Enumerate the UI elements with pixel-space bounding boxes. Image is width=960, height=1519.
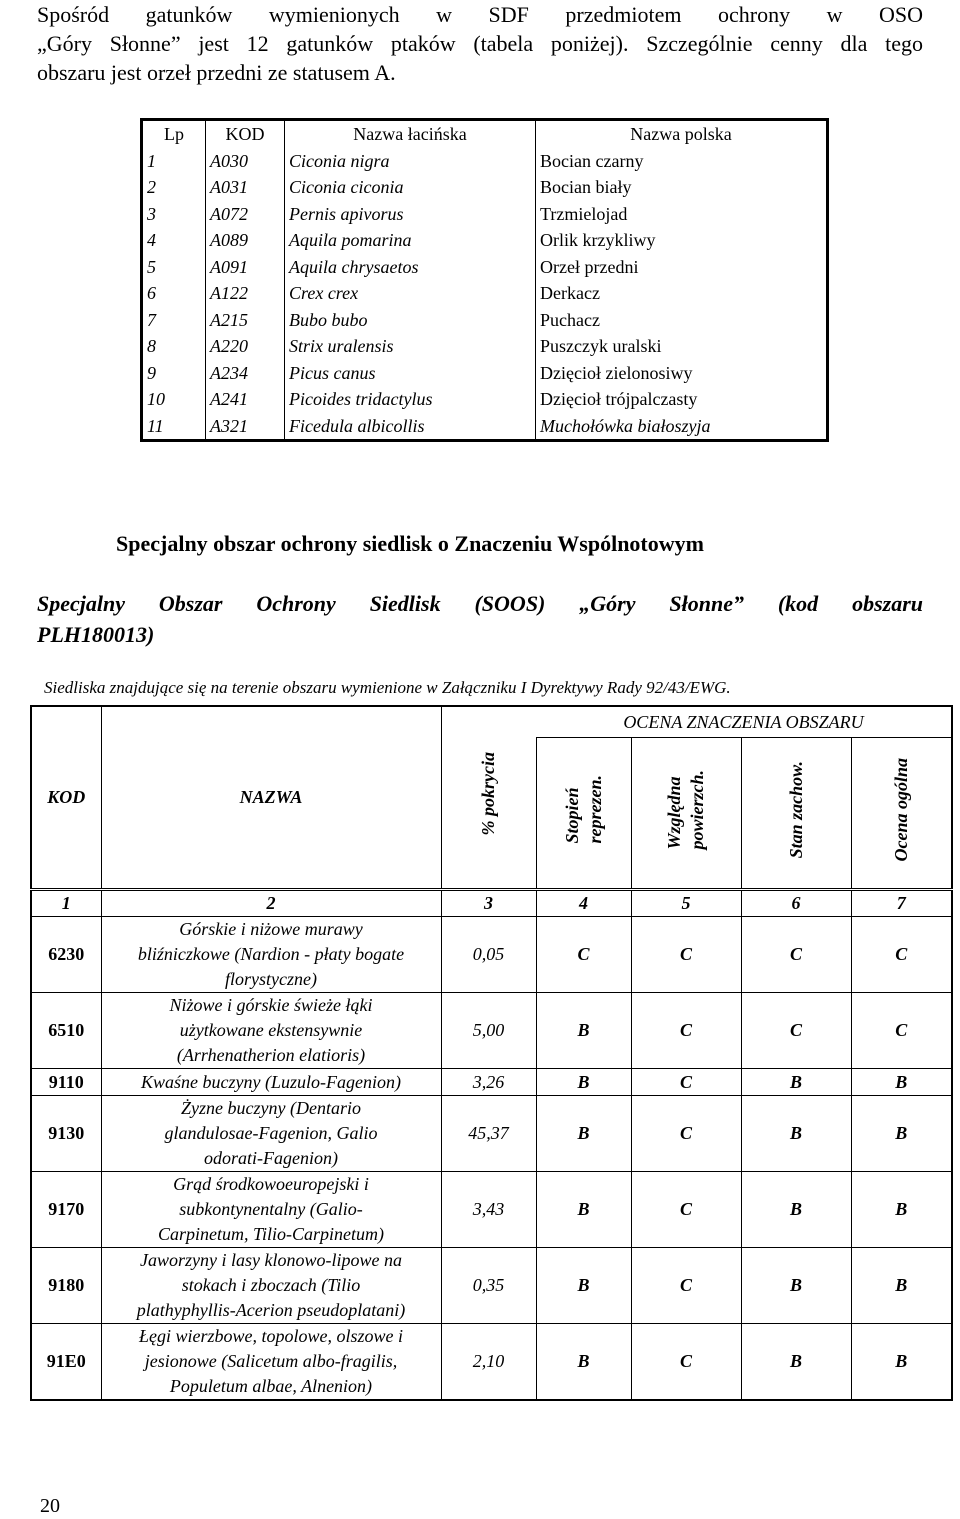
habitat-coverage: 5,00 (441, 993, 536, 1069)
bird-code: A321 (206, 413, 285, 441)
bird-row (142, 254, 828, 281)
habitat-name-line: Żyzne buczyny (Dentario (181, 1098, 361, 1118)
bird-polish-name: Bocian czarny (536, 148, 828, 175)
habitat-coverage: 0,05 (441, 917, 536, 993)
header-ocena-ogolna (851, 738, 952, 890)
column-number: 4 (536, 890, 631, 917)
intro-paragraph (37, 0, 923, 87)
bird-code: A234 (206, 360, 285, 387)
habitat-row (31, 1172, 952, 1248)
bird-code: A031 (206, 174, 285, 201)
habitat-name-line: Carpinetum, Tilio-Carpinetum) (157, 1224, 384, 1244)
bird-latin-name: Ciconia nigra (285, 148, 536, 175)
column-number: 3 (441, 890, 536, 917)
bird-code: A072 (206, 201, 285, 228)
grade-overall: B (851, 1324, 952, 1401)
header-stopien (536, 738, 631, 890)
habitat-code: 6510 (31, 993, 101, 1069)
birds-table (140, 118, 829, 442)
bird-row (142, 333, 828, 360)
bird-polish-name: Bocian biały (536, 174, 828, 201)
bird-latin-name: Aquila pomarina (285, 227, 536, 254)
grade-representativity: C (536, 917, 631, 993)
grade-overall: C (851, 993, 952, 1069)
bird-latin-name: Bubo bubo (285, 307, 536, 334)
bird-lp: 10 (147, 389, 165, 410)
habitats-note: Siedliska znajdujące się na terenie obszaru wymienione w Załączniku I Dyrektywy Rady 92/43/EWG. (44, 678, 731, 697)
grade-conservation: B (741, 1324, 851, 1401)
bird-row (142, 307, 828, 334)
bird-latin-name: Aquila chrysaetos (285, 254, 536, 281)
section-title: Specjalny obszar ochrony siedlisk o Znaczeniu Wspólnotowym (116, 531, 704, 556)
habitat-name-line: Niżowe i górskie świeże łąki (169, 995, 373, 1015)
header-stopien-line-2: reprezen. (584, 775, 605, 844)
habitat-name-line: subkontynentalny (Galio- (179, 1199, 363, 1219)
bird-lp: 1 (147, 150, 156, 171)
grade-representativity: B (536, 1172, 631, 1248)
habitat-row (31, 993, 952, 1069)
bird-polish-name: Orzeł przedni (536, 254, 828, 281)
header-stan-label: Stan zachow. (785, 760, 806, 859)
grade-conservation: B (741, 1248, 851, 1324)
habitat-code: 9170 (31, 1172, 101, 1248)
habitat-coverage: 3,26 (441, 1069, 536, 1096)
bird-row (142, 148, 828, 175)
intro-line-1: Spośród gatunków wymienionych w SDF przedmiotem ochrony w OSO (37, 2, 923, 27)
bird-latin-name: Ciconia ciconia (285, 174, 536, 201)
habitat-name-line: bliźniczkowe (Nardion - płaty bogate (137, 944, 405, 964)
bird-latin-name: Strix uralensis (285, 333, 536, 360)
grade-conservation: B (741, 1172, 851, 1248)
bird-code: A030 (206, 148, 285, 175)
habitat-name-line: stokach i zboczach (Tilio (181, 1275, 361, 1295)
habitat-name-line: glandulosae-Fagenion, Galio (164, 1123, 378, 1143)
habitat-name-line: Górskie i niżowe murawy (179, 919, 363, 939)
habitat-code: 9130 (31, 1096, 101, 1172)
bird-polish-name: Dzięcioł trójpalczasty (536, 386, 828, 413)
bird-lp: 9 (147, 362, 156, 383)
grade-relative-area: C (631, 917, 741, 993)
bird-code: A091 (206, 254, 285, 281)
bird-latin-name: Pernis apivorus (285, 201, 536, 228)
column-number: 1 (31, 890, 101, 917)
column-number: 7 (851, 890, 952, 917)
habitat-row (31, 1248, 952, 1324)
header-pokrycie (441, 706, 536, 890)
habitat-name-line: jesionowe (Salicetum albo-fragilis, (144, 1351, 398, 1371)
habitat-name-line: Grąd środkowoeuropejski i (173, 1174, 369, 1194)
intro-line-3: obszaru jest orzeł przedni ze statusem A. (37, 60, 396, 85)
header-stan (741, 738, 851, 890)
grade-representativity: B (536, 1248, 631, 1324)
habitat-row (31, 917, 952, 993)
intro-line-2: „Góry Słonne” jest 12 gatunków ptaków (tabela poniżej). Szczególnie cenny dla tego (37, 31, 923, 56)
habitat-name-line: odorati-Fagenion) (204, 1148, 338, 1168)
habitat-header-row-1 (31, 706, 952, 738)
bird-polish-name: Puszczyk uralski (536, 333, 828, 360)
bird-lp: 11 (147, 415, 164, 436)
bird-row (142, 280, 828, 307)
habitat-coverage: 0,35 (441, 1248, 536, 1324)
column-number: 5 (631, 890, 741, 917)
bird-latin-name: Picoides tridactylus (285, 386, 536, 413)
bird-row (142, 413, 828, 441)
grade-conservation: C (741, 917, 851, 993)
bird-latin-name: Ficedula albicollis (285, 413, 536, 441)
header-wzgledna-line-2: powierzch. (687, 769, 707, 850)
header-polish-name: Nazwa polska (536, 120, 828, 148)
habitat-code: 9180 (31, 1248, 101, 1324)
bird-polish-name: Dzięcioł zielonosiwy (536, 360, 828, 387)
habitat-row (31, 1324, 952, 1401)
grade-overall: B (851, 1069, 952, 1096)
habitat-name-line: użytkowane ekstensywnie (179, 1020, 363, 1040)
header-ocena-znaczenia: OCENA ZNACZENIA OBSZARU (623, 711, 864, 732)
habitat-name (101, 1096, 441, 1172)
header-lp: Lp (164, 124, 184, 145)
habitat-code: 6230 (31, 917, 101, 993)
header-wzgledna-label (663, 770, 709, 850)
grade-relative-area: C (631, 1172, 741, 1248)
habitat-name (101, 1069, 441, 1096)
bird-code: A089 (206, 227, 285, 254)
column-number: 2 (101, 890, 441, 917)
bird-latin-name: Picus canus (285, 360, 536, 387)
birds-table-header-row (142, 120, 828, 148)
bird-row (142, 174, 828, 201)
bird-code: A241 (206, 386, 285, 413)
habitat-code: 9110 (31, 1069, 101, 1096)
habitat-name (101, 1248, 441, 1324)
bird-code: A215 (206, 307, 285, 334)
habitat-row (31, 1096, 952, 1172)
bird-lp: 4 (147, 230, 156, 251)
bird-lp: 7 (147, 309, 156, 330)
habitat-table (30, 705, 953, 1401)
habitat-name-line: Populetum albae, Alnenion) (169, 1376, 373, 1396)
site-title (37, 588, 923, 650)
site-title-line-2: PLH180013) (37, 622, 155, 647)
grade-overall: B (851, 1248, 952, 1324)
bird-polish-name: Trzmielojad (536, 201, 828, 228)
bird-row (142, 201, 828, 228)
grade-conservation: B (741, 1069, 851, 1096)
habitat-code: 91E0 (31, 1324, 101, 1401)
grade-conservation: C (741, 993, 851, 1069)
bird-row (142, 386, 828, 413)
header-wzgledna (631, 738, 741, 890)
header-kod: KOD (206, 120, 285, 148)
bird-row (142, 227, 828, 254)
bird-code: A220 (206, 333, 285, 360)
bird-lp: 6 (147, 283, 156, 304)
bird-lp: 5 (147, 256, 156, 277)
header-wzgledna-line-1: Względna (664, 776, 684, 850)
bird-polish-name: Muchołówka białoszyja (536, 413, 828, 441)
bird-lp: 3 (147, 203, 156, 224)
header-nazwa: NAZWA (101, 706, 441, 890)
header-kod: KOD (31, 706, 101, 890)
grade-relative-area: C (631, 1248, 741, 1324)
grade-representativity: B (536, 1324, 631, 1401)
habitat-row (31, 1069, 952, 1096)
habitat-name-line: florystyczne) (225, 969, 317, 989)
habitat-name-line: Kwaśne buczyny (Luzulo-Fagenion) (141, 1071, 401, 1092)
site-title-line-1: Specjalny Obszar Ochrony Siedlisk (SOOS) „Góry Słonne” (kod obszaru (37, 591, 923, 616)
grade-relative-area: C (631, 1069, 741, 1096)
header-stopien-label (561, 775, 607, 844)
header-latin-name: Nazwa łacińska (285, 120, 536, 148)
grade-relative-area: C (631, 993, 741, 1069)
bird-lp: 2 (147, 177, 156, 198)
header-pokrycie-label: % pokrycia (478, 752, 498, 836)
header-ocena-ogolna-label: Ocena ogólna (890, 757, 911, 862)
bird-latin-name: Crex crex (285, 280, 536, 307)
habitat-name-line: plathyphyllis-Acerion pseudoplatani) (136, 1300, 406, 1320)
bird-polish-name: Puchacz (536, 307, 828, 334)
habitat-name-line: Łęgi wierzbowe, topolowe, olszowe i (138, 1326, 403, 1346)
grade-representativity: B (536, 1069, 631, 1096)
column-number-row (31, 890, 952, 917)
habitat-coverage: 2,10 (441, 1324, 536, 1401)
bird-row (142, 360, 828, 387)
habitat-coverage: 45,37 (441, 1096, 536, 1172)
habitat-name (101, 993, 441, 1069)
grade-relative-area: C (631, 1096, 741, 1172)
grade-representativity: B (536, 993, 631, 1069)
habitat-name (101, 1324, 441, 1401)
grade-representativity: B (536, 1096, 631, 1172)
grade-overall: B (851, 1096, 952, 1172)
bird-code: A122 (206, 280, 285, 307)
bird-polish-name: Derkacz (536, 280, 828, 307)
bird-lp: 8 (147, 336, 156, 357)
header-stopien-line-1: Stopień (561, 787, 582, 844)
column-number: 6 (741, 890, 851, 917)
habitat-name-line: (Arrhenatherion elatioris) (176, 1045, 366, 1065)
bird-polish-name: Orlik krzykliwy (536, 227, 828, 254)
habitat-coverage: 3,43 (441, 1172, 536, 1248)
habitat-name (101, 1172, 441, 1248)
page-number: 20 (40, 1495, 60, 1517)
grade-conservation: B (741, 1096, 851, 1172)
grade-relative-area: C (631, 1324, 741, 1401)
habitat-name-line: Jaworzyny i lasy klonowo-lipowe na (140, 1250, 402, 1270)
grade-overall: B (851, 1172, 952, 1248)
grade-overall: C (851, 917, 952, 993)
habitat-name (101, 917, 441, 993)
